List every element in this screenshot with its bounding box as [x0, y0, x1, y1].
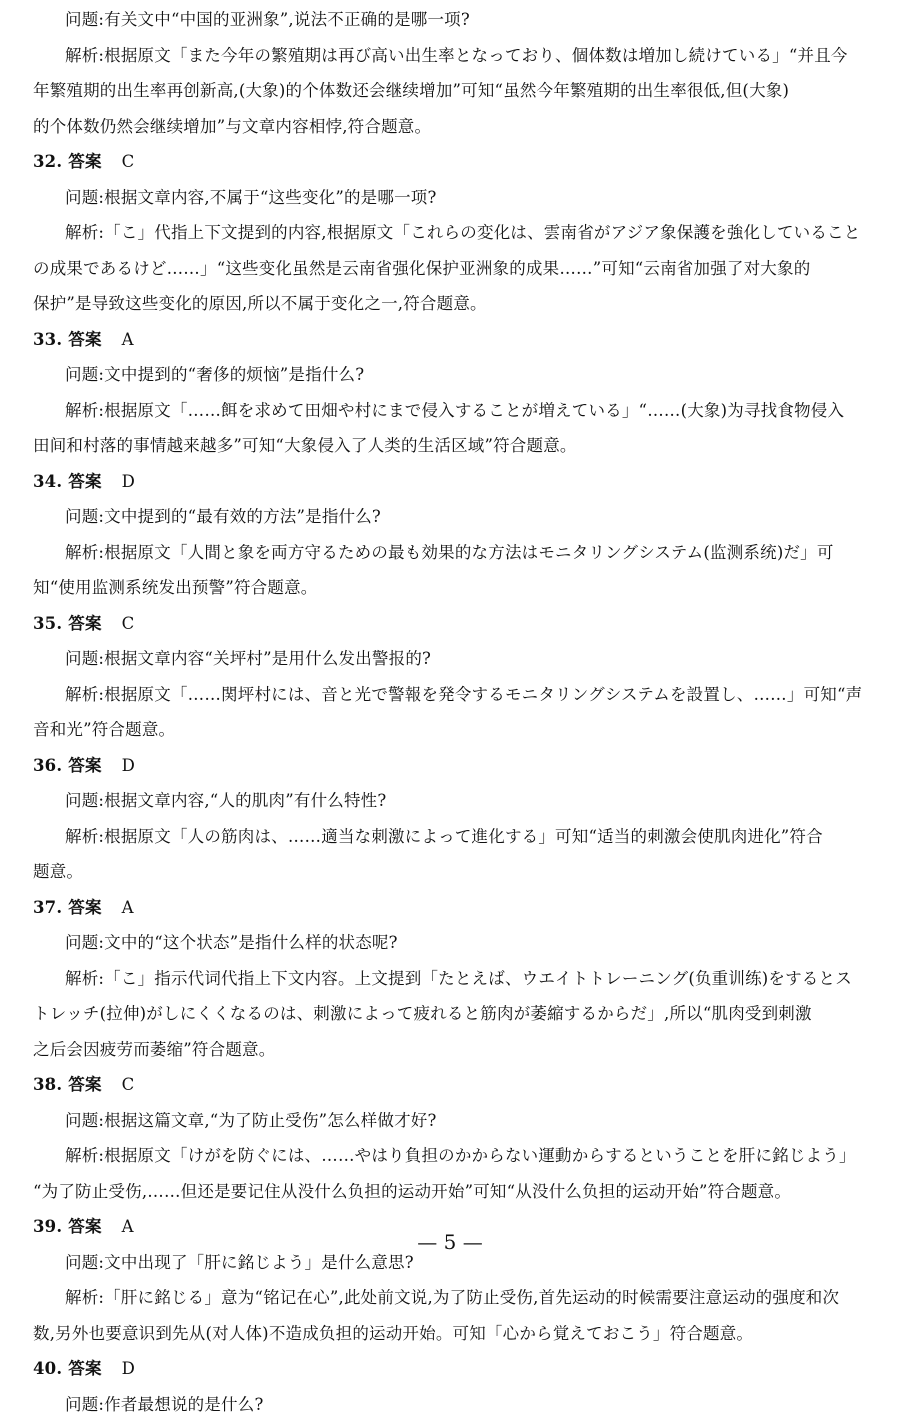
analysis-text: 解析:「こ」代指上下文提到的内容,根据原文「これらの変化は、雲南省がアジア象保護を強化していること: [65, 223, 861, 242]
answer-choice: C: [121, 152, 135, 171]
analysis-text: 解析:根据原文「また今年の繁殖期は再び高い出生率となっており、個体数は増加し続けている」“并且今: [65, 46, 848, 65]
answer-heading: [33, 613, 134, 635]
question-text: 问题:根据文章内容,“人的肌肉”有什么特性?: [65, 791, 387, 810]
analysis-text: 田间和村落的事情越来越多”可知“大象侵入了人类的生活区域”符合题意。: [33, 436, 577, 455]
answer-choice: D: [121, 472, 136, 491]
answer-label: 33. 答案: [33, 330, 102, 349]
question-text: 问题:作者最想说的是什么?: [65, 1395, 264, 1414]
answer-choice: C: [121, 614, 135, 633]
answer-heading: [33, 1074, 134, 1096]
analysis-text: 解析:根据原文「……関坪村には、音と光で警報を発令するモニタリングシステムを設置し、……」可知“声: [65, 685, 863, 704]
analysis-text: 解析:「肝に銘じる」意为“铭记在心”,此处前文说,为了防止受伤,首先运动的时候需要注意运动的强度和次: [65, 1288, 840, 1307]
analysis-text: 解析:根据原文「人の筋肉は、……適当な刺激によって進化する」可知“适当的刺激会使肌肉进化”符合: [65, 827, 823, 846]
answer-label: 37. 答案: [33, 898, 102, 917]
answer-heading: [33, 1358, 135, 1380]
question-text: 问题:文中提到的“最有效的方法”是指什么?: [65, 507, 381, 526]
question-text: 问题:根据文章内容,不属于“这些变化”的是哪一项?: [65, 188, 437, 207]
answer-heading: [33, 897, 134, 919]
answer-label: 32. 答案: [33, 152, 102, 171]
answer-heading: [33, 755, 135, 777]
analysis-text: 解析:根据原文「けがを防ぐには、……やはり負担のかからない運動からするということを肝に銘じよう」: [65, 1146, 856, 1165]
analysis-text: 的个体数仍然会继续增加”与文章内容相悖,符合题意。: [33, 117, 432, 136]
page-number: — 5 —: [417, 1230, 483, 1254]
analysis-text: 之后会因疲劳而萎缩”符合题意。: [33, 1040, 276, 1059]
answer-label: 35. 答案: [33, 614, 102, 633]
analysis-text: 年繁殖期的出生率再创新高,(大象)的个体数还会继续增加”可知“虽然今年繁殖期的出生率很低,但(大象): [33, 81, 790, 100]
analysis-text: 解析:根据原文「……餌を求めて田畑や村にまで侵入することが増えている」“……(大象)为寻找食物侵入: [65, 401, 845, 420]
question-text: 问题:文中提到的“奢侈的烦恼”是指什么?: [65, 365, 365, 384]
analysis-text: 解析:根据原文「人間と象を両方守るための最も効果的な方法はモニタリングシステム(监测系统)だ」可: [65, 543, 834, 562]
answer-label: 36. 答案: [33, 756, 102, 775]
answer-choice: C: [121, 1075, 135, 1094]
answer-label: 39. 答案: [33, 1217, 102, 1236]
answer-choice: D: [121, 756, 136, 775]
answer-label: 34. 答案: [33, 472, 102, 491]
answer-heading: [33, 471, 135, 493]
analysis-text: “为了防止受伤,……但还是要记住从没什么负担的运动开始”可知“从没什么负担的运动开始”符合题意。: [33, 1182, 792, 1201]
question-text: 问题:文中的“这个状态”是指什么样的状态呢?: [65, 933, 398, 952]
analysis-text: 解析:「こ」指示代词代指上下文内容。上文提到「たとえば、ウエイトトレーニング(负重训练)をするとス: [65, 969, 852, 988]
answer-choice: A: [121, 330, 134, 349]
answer-label: 38. 答案: [33, 1075, 102, 1094]
analysis-text: 知“使用监测系统发出预警”符合题意。: [33, 578, 318, 597]
answer-choice: A: [121, 1217, 134, 1236]
answer-heading: [33, 329, 134, 351]
question-text: 问题:文中出现了「肝に銘じよう」是什么意思?: [65, 1253, 414, 1272]
answer-label: 40. 答案: [33, 1359, 102, 1378]
answer-choice: A: [121, 898, 134, 917]
analysis-text: トレッチ(拉伸)がしにくくなるのは、刺激によって疲れると筋肉が萎縮するからだ」,所以“肌肉受到刺激: [33, 1004, 812, 1023]
analysis-text: 数,另外也要意识到先从(对人体)不造成负担的运动开始。可知「心から覚えておこう」符合题意。: [33, 1324, 754, 1343]
answer-heading: [33, 151, 134, 173]
question-text: 问题:有关文中“中国的亚洲象”,说法不正确的是哪一项?: [65, 10, 470, 29]
analysis-text: 音和光”符合题意。: [33, 720, 176, 739]
question-text: 问题:根据这篇文章,“为了防止受伤”怎么样做才好?: [65, 1111, 437, 1130]
analysis-text: の成果であるけど……」“这些变化虽然是云南省强化保护亚洲象的成果……”可知“云南省加强了对大象的: [33, 259, 811, 278]
answer-choice: D: [121, 1359, 136, 1378]
question-text: 问题:根据文章内容“关坪村”是用什么发出警报的?: [65, 649, 432, 668]
analysis-text: 保护”是导致这些变化的原因,所以不属于变化之一,符合题意。: [33, 294, 487, 313]
analysis-text: 题意。: [33, 862, 84, 881]
